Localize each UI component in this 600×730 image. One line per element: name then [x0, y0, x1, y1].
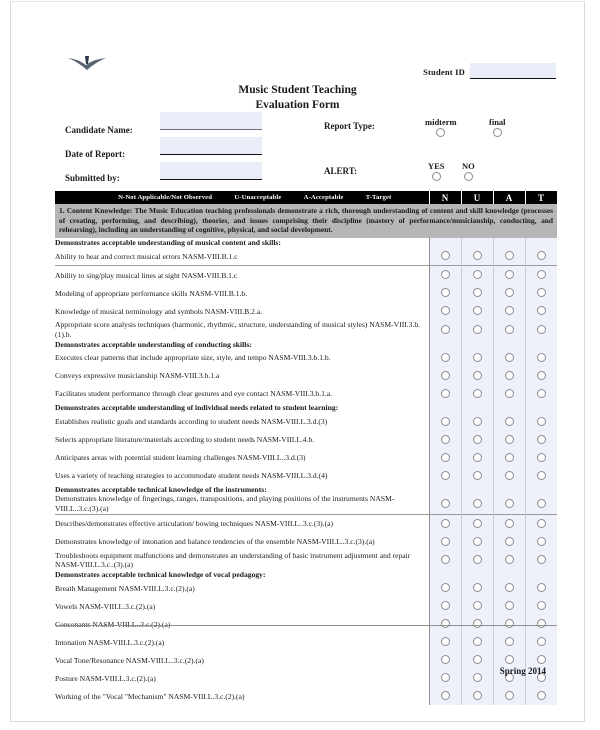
rating-cell-u[interactable]	[461, 449, 493, 467]
rating-cell-a[interactable]	[493, 266, 525, 285]
rating-radio-n[interactable]	[441, 601, 450, 610]
rating-cell-u[interactable]	[461, 431, 493, 449]
footer-term: Spring 2014	[499, 666, 546, 676]
rating-cell-empty	[525, 403, 557, 413]
rating-cell-n[interactable]	[429, 413, 461, 431]
rating-radio-a[interactable]	[505, 288, 514, 297]
rating-cell-t[interactable]	[525, 633, 557, 651]
table-bottom-border	[55, 625, 557, 626]
table-row	[55, 467, 557, 485]
rating-cell-a[interactable]	[493, 449, 525, 467]
table-row	[55, 302, 557, 320]
candidate-info-labels	[65, 118, 133, 190]
student-id-label: Student ID	[423, 67, 465, 77]
column-header-a: A	[493, 191, 525, 204]
candidate-name-input[interactable]	[160, 112, 262, 130]
submitted-by-label: Submitted by:	[65, 173, 120, 183]
section-description: 1. Content Knowledge: The Music Education teaching professionals demonstrate a rich, thorough understanding of content and skill knowledge (processes of creating, performing, and describing), theories, and issues comprising their discipline (mastery of performance/musicianship, conducting, and rehearsing), including an understanding of cognitive, physical, and social development.	[55, 204, 557, 238]
criterion-label: Describes/demonstrates effective articulation/ bowing techniques NASM-VIII.L..3.c.(3).(a)	[55, 514, 429, 533]
table-row	[55, 340, 557, 350]
rating-cell-u[interactable]	[461, 467, 493, 485]
rating-radio-a[interactable]	[505, 619, 514, 628]
rating-radio-u[interactable]	[473, 288, 482, 297]
rating-cell-a[interactable]	[493, 597, 525, 615]
criterion-label: Working of the "Vocal "Mechanism" NASM-VIII.L.3.c.(2).(a)	[55, 691, 245, 701]
rating-radio-u[interactable]	[473, 371, 482, 380]
rating-radio-a[interactable]	[505, 270, 514, 279]
criterion-label: Modeling of appropriate performance skills NASM-VIII.B.1.b.	[55, 288, 248, 298]
rating-cell-empty	[525, 485, 557, 495]
rating-radio-t[interactable]	[537, 417, 546, 426]
table-row	[55, 403, 557, 413]
rating-cell-u[interactable]	[461, 266, 493, 285]
rating-cell-t[interactable]	[525, 284, 557, 302]
criterion-label: Troubleshoots equipment malfunctions and demonstrates an understanding of basic instrument adjustment and repair NASM-VIII.L.3.c..(3).(a)	[55, 550, 411, 570]
rating-radio-u[interactable]	[473, 270, 482, 279]
rating-radio-a[interactable]	[505, 389, 514, 398]
rating-cell-u[interactable]	[461, 514, 493, 533]
rating-radio-n[interactable]	[441, 371, 450, 380]
rating-radio-t[interactable]	[537, 453, 546, 462]
legend-u: U-Unacceptable	[234, 194, 282, 201]
alert-yes-label: YES	[428, 161, 445, 171]
report-type-option-midterm[interactable]	[425, 117, 457, 139]
rating-radio-n[interactable]	[441, 673, 450, 682]
rating-cell-a[interactable]	[493, 349, 525, 367]
submitted-by-input[interactable]	[160, 162, 262, 180]
rating-radio-t[interactable]	[537, 389, 546, 398]
rating-radio-n[interactable]	[441, 537, 450, 546]
rating-cell-n[interactable]	[429, 385, 461, 403]
rating-cell-u[interactable]	[461, 349, 493, 367]
rating-cell-empty	[525, 570, 557, 580]
legend-cell	[55, 191, 429, 204]
column-header-n: N	[429, 191, 461, 204]
table-row	[55, 570, 557, 580]
column-header-u: U	[461, 191, 493, 204]
criterion-label: Appropriate score analysis techniques (harmonic, rhythmic, structure, understanding of musical styles) NASM-VIII.3.b.(1).b.	[55, 320, 421, 339]
table-legend-row	[55, 191, 557, 204]
table-row	[55, 687, 557, 705]
criterion-label: Intonation NASM-VIII.L.3.c.(2).(a)	[55, 637, 165, 647]
rating-cell-n[interactable]	[429, 266, 461, 285]
rating-cell-n[interactable]	[429, 349, 461, 367]
subsection-heading: Demonstrates acceptable understanding of individual needs related to student learning:	[55, 403, 339, 413]
alert-yes-radio[interactable]	[432, 172, 441, 181]
rating-cell-empty	[429, 485, 461, 495]
report-type-midterm-radio[interactable]	[436, 128, 445, 137]
rating-radio-a[interactable]	[505, 325, 514, 334]
rating-cell-u[interactable]	[461, 687, 493, 705]
date-of-report-label: Date of Report:	[65, 149, 125, 159]
rating-radio-t[interactable]	[537, 251, 546, 260]
rating-radio-t[interactable]	[537, 655, 546, 664]
table-row	[55, 385, 557, 403]
rating-cell-t[interactable]	[525, 533, 557, 551]
legend-t: T-Target	[365, 194, 392, 201]
rating-radio-n[interactable]	[441, 417, 450, 426]
rating-radio-t[interactable]	[537, 471, 546, 480]
rating-cell-n[interactable]	[429, 514, 461, 533]
criterion-label: Posture NASM-VIII.L.3.c.(2).(a)	[55, 673, 156, 683]
rating-cell-t[interactable]	[525, 449, 557, 467]
rating-cell-n[interactable]	[429, 284, 461, 302]
criterion-label: Demonstrates knowledge of intonation and balance tendencies of the ensemble NASM-VIII.L..3.c.(3).(a)	[55, 536, 375, 546]
rating-cell-n[interactable]	[429, 494, 461, 514]
rating-cell-a[interactable]	[493, 494, 525, 514]
rating-radio-n[interactable]	[441, 325, 450, 334]
rating-radio-t[interactable]	[537, 583, 546, 592]
rating-cell-n[interactable]	[429, 367, 461, 385]
rating-cell-n[interactable]	[429, 533, 461, 551]
rating-radio-t[interactable]	[537, 325, 546, 334]
rating-cell-u[interactable]	[461, 633, 493, 651]
rating-cell-n[interactable]	[429, 633, 461, 651]
rating-radio-a[interactable]	[505, 637, 514, 646]
rating-cell-t[interactable]	[525, 367, 557, 385]
criterion-label: Facilitates student performance through clear gestures and eye contact NASM-VIII.3.b.1.a.	[55, 389, 333, 399]
rating-cell-n[interactable]	[429, 651, 461, 669]
rating-cell-n[interactable]	[429, 597, 461, 615]
rating-cell-n[interactable]	[429, 467, 461, 485]
student-id-group	[423, 63, 556, 79]
rating-radio-a[interactable]	[505, 691, 514, 700]
rating-radio-t[interactable]	[537, 306, 546, 315]
rating-radio-u[interactable]	[473, 637, 482, 646]
rating-cell-t[interactable]	[525, 514, 557, 533]
rating-cell-u[interactable]	[461, 551, 493, 570]
rating-radio-n[interactable]	[441, 471, 450, 480]
eagle-emblem-logo	[66, 54, 108, 72]
rating-cell-u[interactable]	[461, 320, 493, 339]
table-body	[55, 204, 557, 705]
rating-cell-a[interactable]	[493, 302, 525, 320]
rating-cell-empty	[461, 485, 493, 495]
rating-cell-a[interactable]	[493, 413, 525, 431]
rating-cell-a[interactable]	[493, 551, 525, 570]
rating-radio-u[interactable]	[473, 555, 482, 564]
rating-cell-empty	[525, 340, 557, 350]
rating-radio-u[interactable]	[473, 306, 482, 315]
rating-radio-n[interactable]	[441, 583, 450, 592]
criterion-label: Ability to hear and correct musical errors NASM-VIII.B.1.c	[55, 251, 238, 261]
rating-cell-empty	[429, 340, 461, 350]
page-title-line1: Music Student Teaching	[238, 84, 357, 96]
rating-cell-empty	[429, 238, 461, 248]
rating-radio-a[interactable]	[505, 555, 514, 564]
rating-cell-n[interactable]	[429, 449, 461, 467]
rating-radio-a[interactable]	[505, 583, 514, 592]
table-row	[55, 449, 557, 467]
rating-radio-a[interactable]	[505, 499, 514, 508]
rating-cell-empty	[493, 570, 525, 580]
report-type-label: Report Type:	[324, 121, 375, 131]
rating-radio-t[interactable]	[537, 499, 546, 508]
rating-radio-u[interactable]	[473, 673, 482, 682]
rating-radio-n[interactable]	[441, 519, 450, 528]
rating-radio-a[interactable]	[505, 251, 514, 260]
criterion-label: Vowels NASM-VIII.L.3.c.(2).(a)	[55, 601, 156, 611]
table-row	[55, 669, 557, 687]
rating-cell-t[interactable]	[525, 247, 557, 266]
table-row	[55, 651, 557, 669]
rating-cell-empty	[429, 570, 461, 580]
rating-cell-empty	[493, 485, 525, 495]
rating-cell-empty	[493, 403, 525, 413]
rating-cell-a[interactable]	[493, 431, 525, 449]
rating-cell-u[interactable]	[461, 533, 493, 551]
rating-radio-t[interactable]	[537, 519, 546, 528]
table-row	[55, 247, 557, 266]
criterion-label: Knowledge of musical terminology and symbols NASM-VIII.B.2.a.	[55, 306, 263, 316]
rating-cell-t[interactable]	[525, 431, 557, 449]
rating-radio-n[interactable]	[441, 655, 450, 664]
table-row	[55, 266, 557, 285]
rating-cell-t[interactable]	[525, 385, 557, 403]
rating-radio-u[interactable]	[473, 655, 482, 664]
rating-cell-t[interactable]	[525, 551, 557, 570]
criterion-label: Consonants NASM-VIII.L..3.c.(2).(a)	[55, 619, 171, 629]
criterion-label: Anticipates areas with potential student learning challenges NASM-VIII.L..3.d.(3)	[55, 452, 306, 462]
rating-radio-t[interactable]	[537, 371, 546, 380]
rating-cell-a[interactable]	[493, 579, 525, 597]
alert-no-label: NO	[462, 161, 475, 171]
rating-cell-a[interactable]	[493, 633, 525, 651]
rating-radio-n[interactable]	[441, 453, 450, 462]
rating-radio-n[interactable]	[441, 353, 450, 362]
rating-cell-empty	[493, 238, 525, 248]
rating-radio-t[interactable]	[537, 435, 546, 444]
criterion-label: Executes clear patterns that include appropriate size, style, and tempo NASM-VIII.3.b.1.b.	[55, 353, 331, 363]
rating-radio-n[interactable]	[441, 435, 450, 444]
rating-radio-a[interactable]	[505, 655, 514, 664]
table-row	[55, 533, 557, 551]
legend-a: A-Acceptable	[303, 194, 344, 201]
rating-radio-n[interactable]	[441, 619, 450, 628]
rating-cell-n[interactable]	[429, 302, 461, 320]
rating-radio-a[interactable]	[505, 601, 514, 610]
form-page	[10, 1, 585, 722]
rating-radio-n[interactable]	[441, 637, 450, 646]
evaluation-table	[55, 191, 558, 705]
rating-radio-u[interactable]	[473, 453, 482, 462]
rating-radio-u[interactable]	[473, 499, 482, 508]
rating-cell-empty	[525, 238, 557, 248]
rating-radio-u[interactable]	[473, 389, 482, 398]
subsection-heading: Demonstrates acceptable technical knowledge of vocal pedagogy:	[55, 569, 266, 579]
rating-radio-t[interactable]	[537, 691, 546, 700]
rating-radio-n[interactable]	[441, 288, 450, 297]
alert-label: ALERT:	[324, 166, 358, 176]
criterion-label: Conveys expressive musicianship NASM-VIII.3.b.1.a	[55, 371, 220, 381]
criterion-label: Breath Management NASM-VIII.L.3.c.(2).(a)	[55, 583, 195, 593]
rating-cell-t[interactable]	[525, 494, 557, 514]
rating-radio-a[interactable]	[505, 417, 514, 426]
rating-cell-empty	[461, 238, 493, 248]
rating-cell-empty	[461, 570, 493, 580]
rating-radio-a[interactable]	[505, 453, 514, 462]
rating-radio-u[interactable]	[473, 471, 482, 480]
rating-cell-a[interactable]	[493, 284, 525, 302]
rating-radio-u[interactable]	[473, 601, 482, 610]
rating-radio-t[interactable]	[537, 288, 546, 297]
candidate-name-label: Candidate Name:	[65, 125, 133, 135]
rating-cell-n[interactable]	[429, 579, 461, 597]
rating-radio-n[interactable]	[441, 691, 450, 700]
rating-radio-t[interactable]	[537, 619, 546, 628]
rating-radio-n[interactable]	[441, 270, 450, 279]
rating-radio-u[interactable]	[473, 619, 482, 628]
rating-cell-a[interactable]	[493, 533, 525, 551]
criterion-label: Ability to sing/play musical lines at sight NASM-VIII.B.1.c	[55, 266, 429, 285]
rating-radio-a[interactable]	[505, 306, 514, 315]
alert-option-yes[interactable]	[428, 161, 445, 183]
rating-cell-empty	[429, 403, 461, 413]
rating-cell-u[interactable]	[461, 284, 493, 302]
rating-cell-a[interactable]	[493, 514, 525, 533]
table-row	[55, 431, 557, 449]
rating-cell-t[interactable]	[525, 320, 557, 339]
table-row	[55, 633, 557, 651]
section-description-row	[55, 204, 557, 238]
rating-radio-n[interactable]	[441, 555, 450, 564]
table-row	[55, 494, 557, 514]
page-title	[11, 83, 584, 113]
table-row	[55, 579, 557, 597]
rating-radio-u[interactable]	[473, 251, 482, 260]
rating-radio-t[interactable]	[537, 555, 546, 564]
rating-cell-a[interactable]	[493, 467, 525, 485]
rating-cell-t[interactable]	[525, 413, 557, 431]
table-row	[55, 367, 557, 385]
rating-radio-n[interactable]	[441, 306, 450, 315]
rating-radio-a[interactable]	[505, 471, 514, 480]
rating-radio-t[interactable]	[537, 353, 546, 362]
page-title-line2: Evaluation Form	[255, 99, 340, 111]
rating-cell-n[interactable]	[429, 247, 461, 266]
rating-cell-n[interactable]	[429, 431, 461, 449]
rating-cell-u[interactable]	[461, 669, 493, 687]
report-type-final-radio[interactable]	[493, 128, 502, 137]
table-row	[55, 238, 557, 248]
criterion-label: Establishes realistic goals and standards according to student needs NASM-VIII.L.3.d.(3)	[55, 416, 328, 426]
rating-cell-n[interactable]	[429, 687, 461, 705]
rating-radio-t[interactable]	[537, 601, 546, 610]
rating-cell-t[interactable]	[525, 467, 557, 485]
rating-radio-a[interactable]	[505, 519, 514, 528]
rating-cell-u[interactable]	[461, 367, 493, 385]
table-row	[55, 485, 557, 495]
rating-radio-n[interactable]	[441, 499, 450, 508]
rating-radio-u[interactable]	[473, 435, 482, 444]
criterion-label: Uses a variety of teaching strategies to accommodate student needs NASM-VIII.L.3.d.(4)	[55, 470, 328, 480]
date-of-report-input[interactable]	[160, 137, 262, 155]
rating-cell-a[interactable]	[493, 367, 525, 385]
rating-radio-t[interactable]	[537, 537, 546, 546]
rating-cell-t[interactable]	[525, 349, 557, 367]
rating-cell-n[interactable]	[429, 669, 461, 687]
rating-radio-u[interactable]	[473, 417, 482, 426]
rating-radio-t[interactable]	[537, 270, 546, 279]
criterion-label: Demonstrates knowledge of fingerings, ranges, transpositions, and playing positions of the instruments NASM-VIII.L..3.c.(3).(a)	[55, 494, 395, 513]
legend-n: N-Not Applicable/Not Observed	[118, 194, 213, 201]
rating-cell-u[interactable]	[461, 579, 493, 597]
rating-radio-a[interactable]	[505, 537, 514, 546]
report-type-option-final[interactable]	[489, 117, 506, 139]
rating-radio-a[interactable]	[505, 353, 514, 362]
column-header-t: T	[525, 191, 557, 204]
alert-no-radio[interactable]	[464, 172, 473, 181]
rating-cell-u[interactable]	[461, 247, 493, 266]
rating-cell-u[interactable]	[461, 302, 493, 320]
subsection-heading: Demonstrates acceptable understanding of conducting skills:	[55, 339, 252, 349]
rating-radio-u[interactable]	[473, 691, 482, 700]
alert-option-no[interactable]	[462, 161, 475, 183]
criterion-label: Selects appropriate literature/materials according to student needs NASM-VIII.L.4.b.	[55, 434, 315, 444]
rating-cell-u[interactable]	[461, 385, 493, 403]
rating-radio-u[interactable]	[473, 353, 482, 362]
table-row	[55, 597, 557, 615]
rating-cell-t[interactable]	[525, 302, 557, 320]
rating-cell-t[interactable]	[525, 266, 557, 285]
rating-cell-n[interactable]	[429, 320, 461, 339]
table-row	[55, 284, 557, 302]
rating-radio-u[interactable]	[473, 583, 482, 592]
subsection-heading: Demonstrates acceptable technical knowledge of the instruments:	[55, 484, 267, 494]
table-row	[55, 514, 557, 533]
rating-cell-empty	[493, 340, 525, 350]
rating-cell-t[interactable]	[525, 687, 557, 705]
rating-radio-u[interactable]	[473, 537, 482, 546]
report-type-midterm-label: midterm	[425, 117, 457, 127]
rating-radio-n[interactable]	[441, 251, 450, 260]
rating-cell-u[interactable]	[461, 413, 493, 431]
rating-cell-u[interactable]	[461, 494, 493, 514]
subsection-heading: Demonstrates acceptable understanding of musical content and skills:	[55, 237, 281, 247]
table-row	[55, 551, 557, 570]
rating-cell-a[interactable]	[493, 385, 525, 403]
rating-cell-t[interactable]	[525, 597, 557, 615]
rating-cell-empty	[461, 403, 493, 413]
rating-cell-a[interactable]	[493, 687, 525, 705]
report-type-final-label: final	[489, 117, 506, 127]
rating-cell-a[interactable]	[493, 247, 525, 266]
rating-radio-u[interactable]	[473, 325, 482, 334]
rating-radio-t[interactable]	[537, 637, 546, 646]
rating-cell-n[interactable]	[429, 551, 461, 570]
rating-radio-a[interactable]	[505, 435, 514, 444]
rating-cell-t[interactable]	[525, 579, 557, 597]
table-row	[55, 413, 557, 431]
table-row	[55, 320, 557, 339]
rating-cell-u[interactable]	[461, 651, 493, 669]
rating-radio-n[interactable]	[441, 389, 450, 398]
student-id-input[interactable]	[470, 63, 556, 79]
rating-radio-a[interactable]	[505, 371, 514, 380]
rating-radio-u[interactable]	[473, 519, 482, 528]
table-row	[55, 349, 557, 367]
rating-cell-a[interactable]	[493, 320, 525, 339]
rating-cell-u[interactable]	[461, 597, 493, 615]
criterion-label: Vocal Tone/Resonance NASM-VIII.L..3.c.(2).(a)	[55, 655, 204, 665]
candidate-info-inputs	[160, 112, 262, 187]
rating-cell-empty	[461, 340, 493, 350]
